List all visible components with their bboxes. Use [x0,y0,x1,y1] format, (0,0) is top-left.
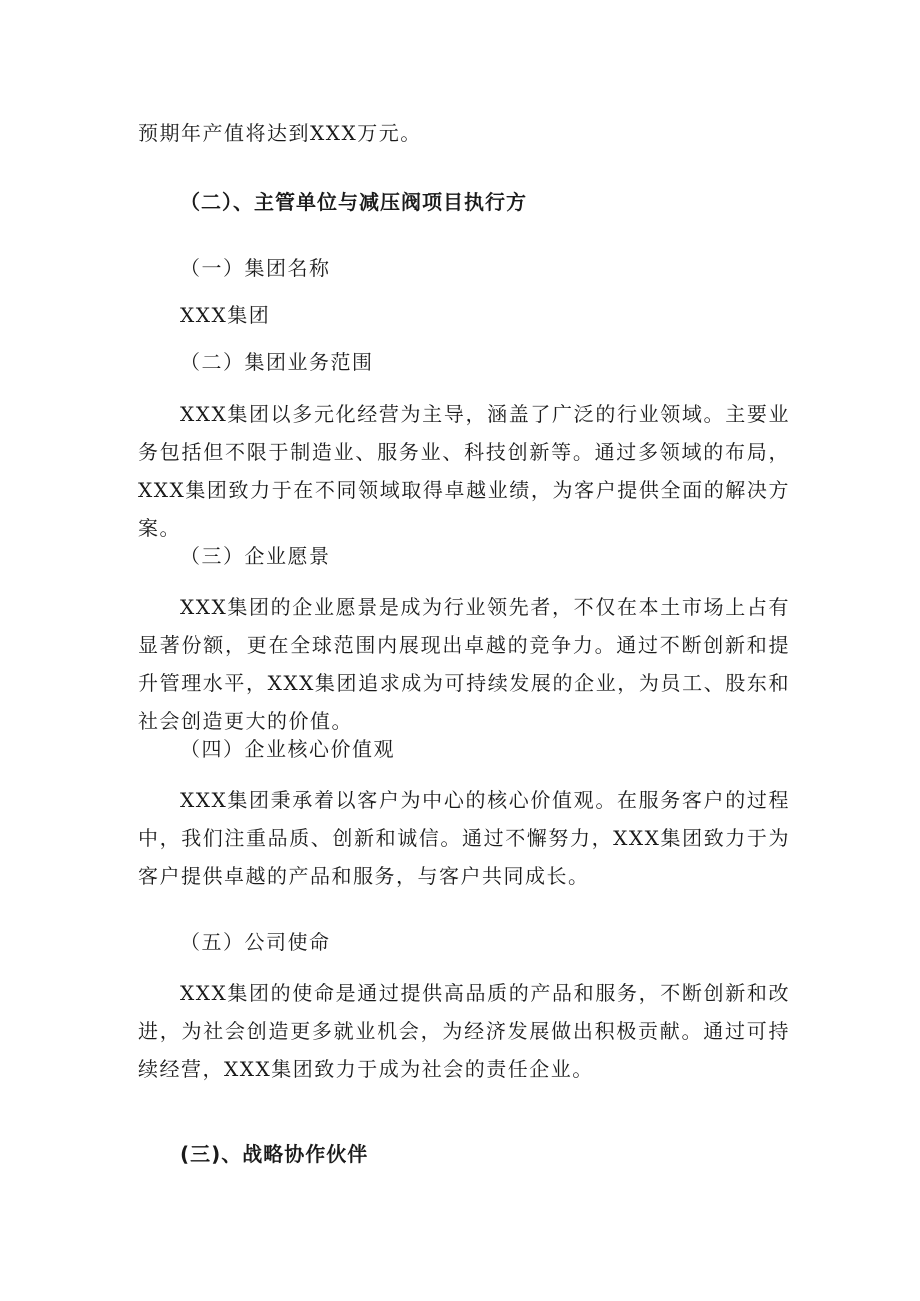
continuation-line: 预期年产值将达到XXX万元。 [138,121,422,145]
vision-paragraph: XXX集团的企业愿景是成为行业领先者，不仅在本土市场上占有显著份额，更在全球范围内展现出卓越的竞争力。通过不断创新和提升管理水平，XXX集团追求成为可持续发展的企业，为员工、股东和社会创造更大的价值。 [138,595,790,733]
group-name-value: XXX集团 [180,303,271,327]
section-2-title: （二）、主管单位与减压阀项目执行方 [180,190,527,214]
subsection-values-heading: （四）企业核心价值观 [180,737,395,761]
subsection-vision-heading: （三）企业愿景 [180,544,331,568]
mission-paragraph: XXX集团的使命是通过提供高品质的产品和服务，不断创新和改进，为社会创造更多就业机会，为经济发展做出积极贡献。通过可持续经营，XXX集团致力于成为社会的责任企业。 [138,981,790,1081]
section-3-title: (三)、战略协作伙伴 [180,1142,369,1166]
subsection-mission-heading: （五）公司使命 [180,930,331,954]
subsection-name-heading: （一）集团名称 [180,256,331,280]
subsection-business-heading: （二）集团业务范围 [180,350,374,374]
business-scope-paragraph: XXX集团以多元化经营为主导，涵盖了广泛的行业领域。主要业务包括但不限于制造业、服务业、科技创新等。通过多领域的布局，XXX集团致力于在不同领域取得卓越业绩，为客户提供全面的解决方案。 [138,402,790,540]
core-values-paragraph: XXX集团秉承着以客户为中心的核心价值观。在服务客户的过程中，我们注重品质、创新和诚信。通过不懈努力，XXX集团致力于为客户提供卓越的产品和服务，与客户共同成长。 [138,788,790,888]
